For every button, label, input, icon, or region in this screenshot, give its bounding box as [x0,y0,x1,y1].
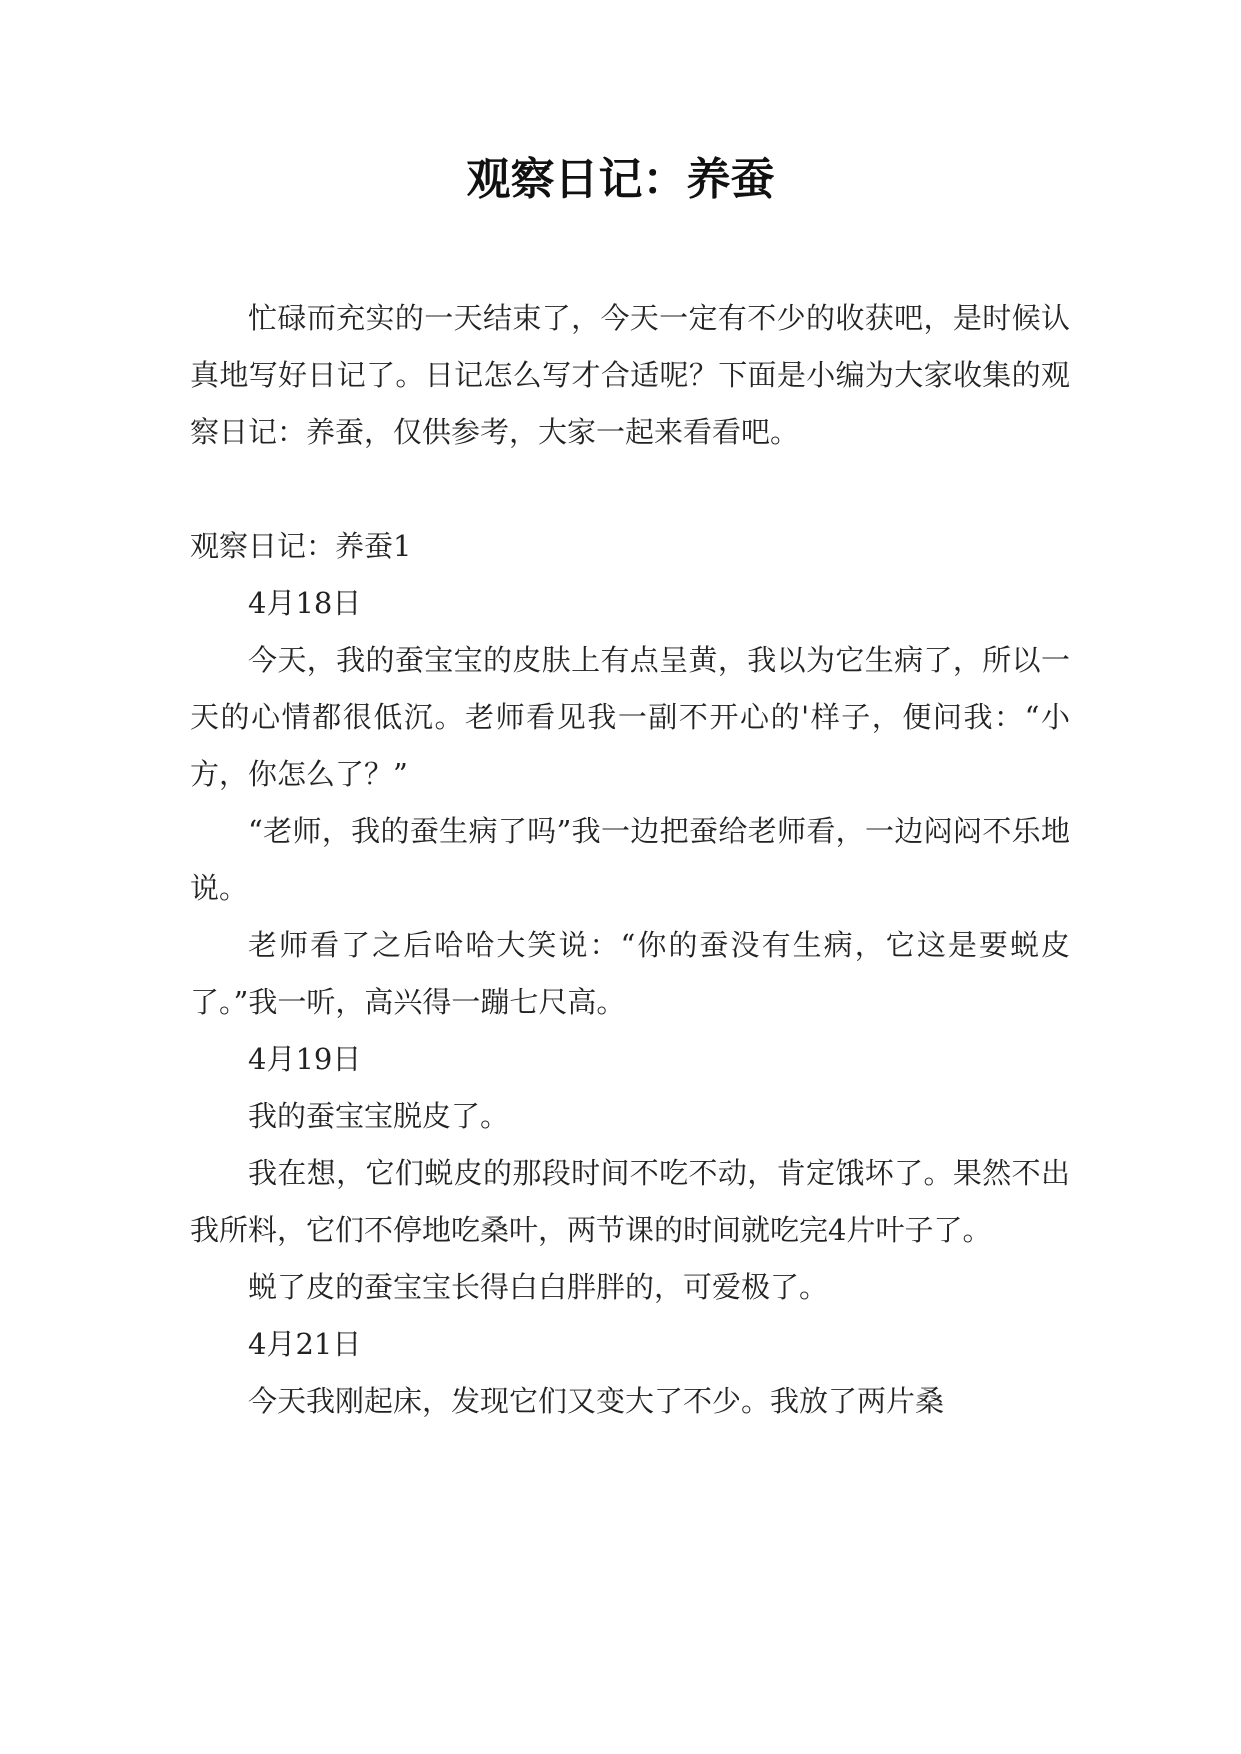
document-body [190,290,1070,1430]
paragraph-gap [190,461,1070,518]
intro-paragraph: 忙碌而充实的一天结束了，今天一定有不少的收获吧，是时候认真地写好日记了。日记怎么写才合适呢？下面是小编为大家收集的观察日记：养蚕，仅供参考，大家一起来看看吧。 [190,301,1070,449]
body-paragraph: 蜕了皮的蚕宝宝长得白白胖胖的，可爱极了。 [248,1270,829,1304]
body-paragraph: 我在想，它们蜕皮的那段时间不吃不动，肯定饿坏了。果然不出我所料，它们不停地吃桑叶，两节课的时间就吃完4片叶子了。 [190,1156,1070,1247]
body-paragraph: 今天我刚起床，发现它们又变大了不少。我放了两片桑 [248,1384,945,1418]
body-paragraph: “老师，我的蚕生病了吗”我一边把蚕给老师看，一边闷闷不乐地说。 [190,814,1070,905]
page-title: 观察日记：养蚕 [466,154,775,205]
body-paragraph: 今天，我的蚕宝宝的皮肤上有点呈黄，我以为它生病了，所以一天的心情都很低沉。老师看见我一副不开心的'样子，便问我：“小方，你怎么了？” [190,643,1070,791]
body-paragraph: 我的蚕宝宝脱皮了。 [248,1099,510,1133]
body-paragraph: 老师看了之后哈哈大笑说：“你的蚕没有生病，它这是要蜕皮了。”我一听，高兴得一蹦七尺高。 [190,928,1070,1019]
date-line: 4月18日 [248,586,362,620]
date-line: 4月21日 [248,1327,362,1361]
section-heading: 观察日记：养蚕1 [190,529,412,563]
date-line: 4月19日 [248,1042,362,1076]
